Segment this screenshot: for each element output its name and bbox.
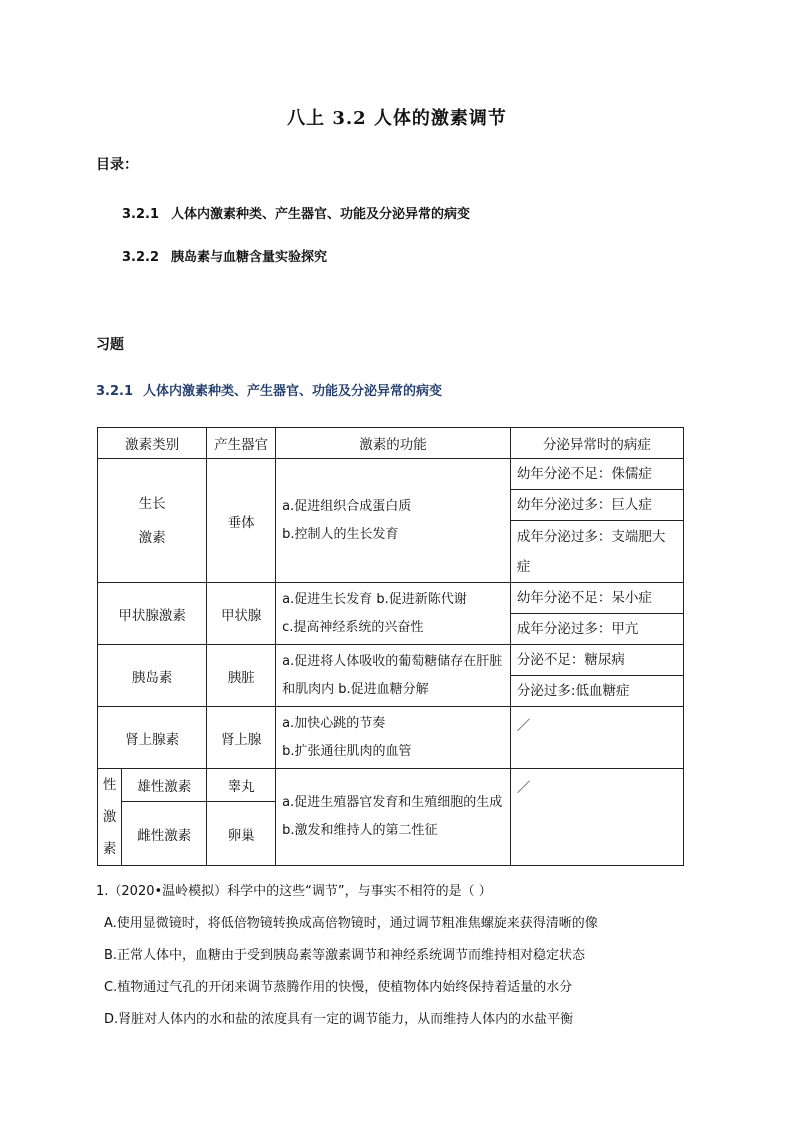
toc-item-text: 胰岛素与血糖含量实验探究 bbox=[171, 250, 328, 265]
adrenaline-function bbox=[276, 707, 511, 769]
insulin-function: a.促进将人体吸收的葡萄糖储存在肝脏和肌肉内 b.促进血糖分解 bbox=[276, 645, 511, 707]
function-line: a.促进组织合成蛋白质 bbox=[282, 498, 412, 514]
disease-cell: 分泌过多:低血糖症 bbox=[510, 676, 683, 707]
function-line: a.促进生长发育 b.促进新陈代谢 bbox=[282, 591, 467, 607]
function-line: b.扩张通往肌肉的血管 bbox=[282, 743, 412, 759]
growth-hormone-organ: 垂体 bbox=[207, 459, 276, 583]
sex-hormone-function bbox=[276, 769, 511, 866]
disease-cell-empty: ／ bbox=[510, 769, 683, 866]
question-stem: 1.（2020•温岭模拟）科学中的这些“调节”，与事实不相符的是（ ） bbox=[96, 884, 492, 899]
function-line: a.加快心跳的节奏 bbox=[282, 715, 386, 731]
thyroid-hormone-organ: 甲状腺 bbox=[207, 583, 276, 645]
table-row bbox=[98, 645, 684, 676]
header-function: 激素的功能 bbox=[276, 428, 511, 459]
male-hormone-name: 雄性激素 bbox=[122, 769, 207, 802]
male-hormone-organ: 睾丸 bbox=[207, 769, 276, 802]
adrenaline-name: 肾上腺素 bbox=[98, 707, 207, 769]
header-hormone-type: 激素类别 bbox=[98, 428, 207, 459]
insulin-organ: 胰脏 bbox=[207, 645, 276, 707]
growth-hormone-name-line2: 激素 bbox=[138, 529, 166, 546]
section-number: 3.2.1 bbox=[96, 384, 134, 399]
option-d[interactable]: D.肾脏对人体内的水和盐的浓度具有一定的调节能力，从而维持人体内的水盐平衡 bbox=[104, 1012, 574, 1027]
function-line: c.提高神经系统的兴奋性 bbox=[282, 619, 424, 635]
disease-cell: 分泌不足：糖尿病 bbox=[510, 645, 683, 676]
option-c[interactable]: C.植物通过气孔的开闭来调节蒸腾作用的快慢，使植物体内始终保持着适量的水分 bbox=[104, 980, 573, 995]
hormone-table bbox=[97, 427, 684, 866]
thyroid-hormone-name: 甲状腺激素 bbox=[98, 583, 207, 645]
sex-hormone-group bbox=[98, 769, 122, 866]
section-heading bbox=[96, 380, 442, 399]
toc-item-1[interactable] bbox=[122, 203, 470, 222]
table-row bbox=[98, 769, 684, 802]
adrenaline-organ: 肾上腺 bbox=[207, 707, 276, 769]
page-title: 八上 3.2 人体的激素调节 bbox=[287, 108, 507, 129]
disease-cell: 幼年分泌过多：巨人症 bbox=[510, 490, 683, 521]
table-row bbox=[98, 707, 684, 769]
group-char: 性 bbox=[102, 777, 117, 793]
table-row bbox=[98, 459, 684, 490]
option-b[interactable]: B.正常人体中，血糖由于受到胰岛素等激素调节和神经系统调节而维持相对稳定状态 bbox=[104, 948, 586, 963]
disease-cell-empty: ／ bbox=[510, 707, 683, 769]
toc-item-2[interactable] bbox=[122, 246, 327, 265]
function-line: a.促进生殖器官发育和生殖细胞的生成 bbox=[282, 795, 503, 810]
disease-cell: 成年分泌过多：支端肥大症 bbox=[510, 521, 683, 583]
female-hormone-name: 雌性激素 bbox=[122, 802, 207, 866]
toc-item-number: 3.2.2 bbox=[122, 250, 160, 265]
growth-hormone-function bbox=[276, 459, 511, 583]
group-char: 激 bbox=[102, 809, 117, 825]
growth-hormone-name-line1: 生长 bbox=[138, 495, 166, 512]
function-line: b.控制人的生长发育 bbox=[282, 526, 399, 542]
section-title: 人体内激素种类、产生器官、功能及分泌异常的病变 bbox=[143, 384, 443, 399]
female-hormone-organ: 卵巢 bbox=[207, 802, 276, 866]
header-organ: 产生器官 bbox=[207, 428, 276, 459]
table-row bbox=[98, 583, 684, 614]
disease-cell: 幼年分泌不足：侏儒症 bbox=[510, 459, 683, 490]
toc-heading: 目录： bbox=[96, 157, 138, 173]
header-disease: 分泌异常时的病症 bbox=[510, 428, 683, 459]
group-char: 素 bbox=[102, 841, 117, 857]
toc-item-text: 人体内激素种类、产生器官、功能及分泌异常的病变 bbox=[171, 207, 471, 222]
thyroid-hormone-function bbox=[276, 583, 511, 645]
growth-hormone-name bbox=[98, 459, 207, 583]
option-a[interactable]: A.使用显微镜时，将低倍物镜转换成高倍物镜时，通过调节粗准焦螺旋来获得清晰的像 bbox=[104, 916, 598, 931]
toc-item-number: 3.2.1 bbox=[122, 207, 160, 222]
exercises-label: 习题 bbox=[96, 337, 124, 353]
function-line: b.激发和维持人的第二性征 bbox=[282, 823, 438, 838]
insulin-name: 胰岛素 bbox=[98, 645, 207, 707]
disease-cell: 成年分泌过多：甲亢 bbox=[510, 614, 683, 645]
table-header-row bbox=[98, 428, 684, 459]
disease-cell: 幼年分泌不足：呆小症 bbox=[510, 583, 683, 614]
